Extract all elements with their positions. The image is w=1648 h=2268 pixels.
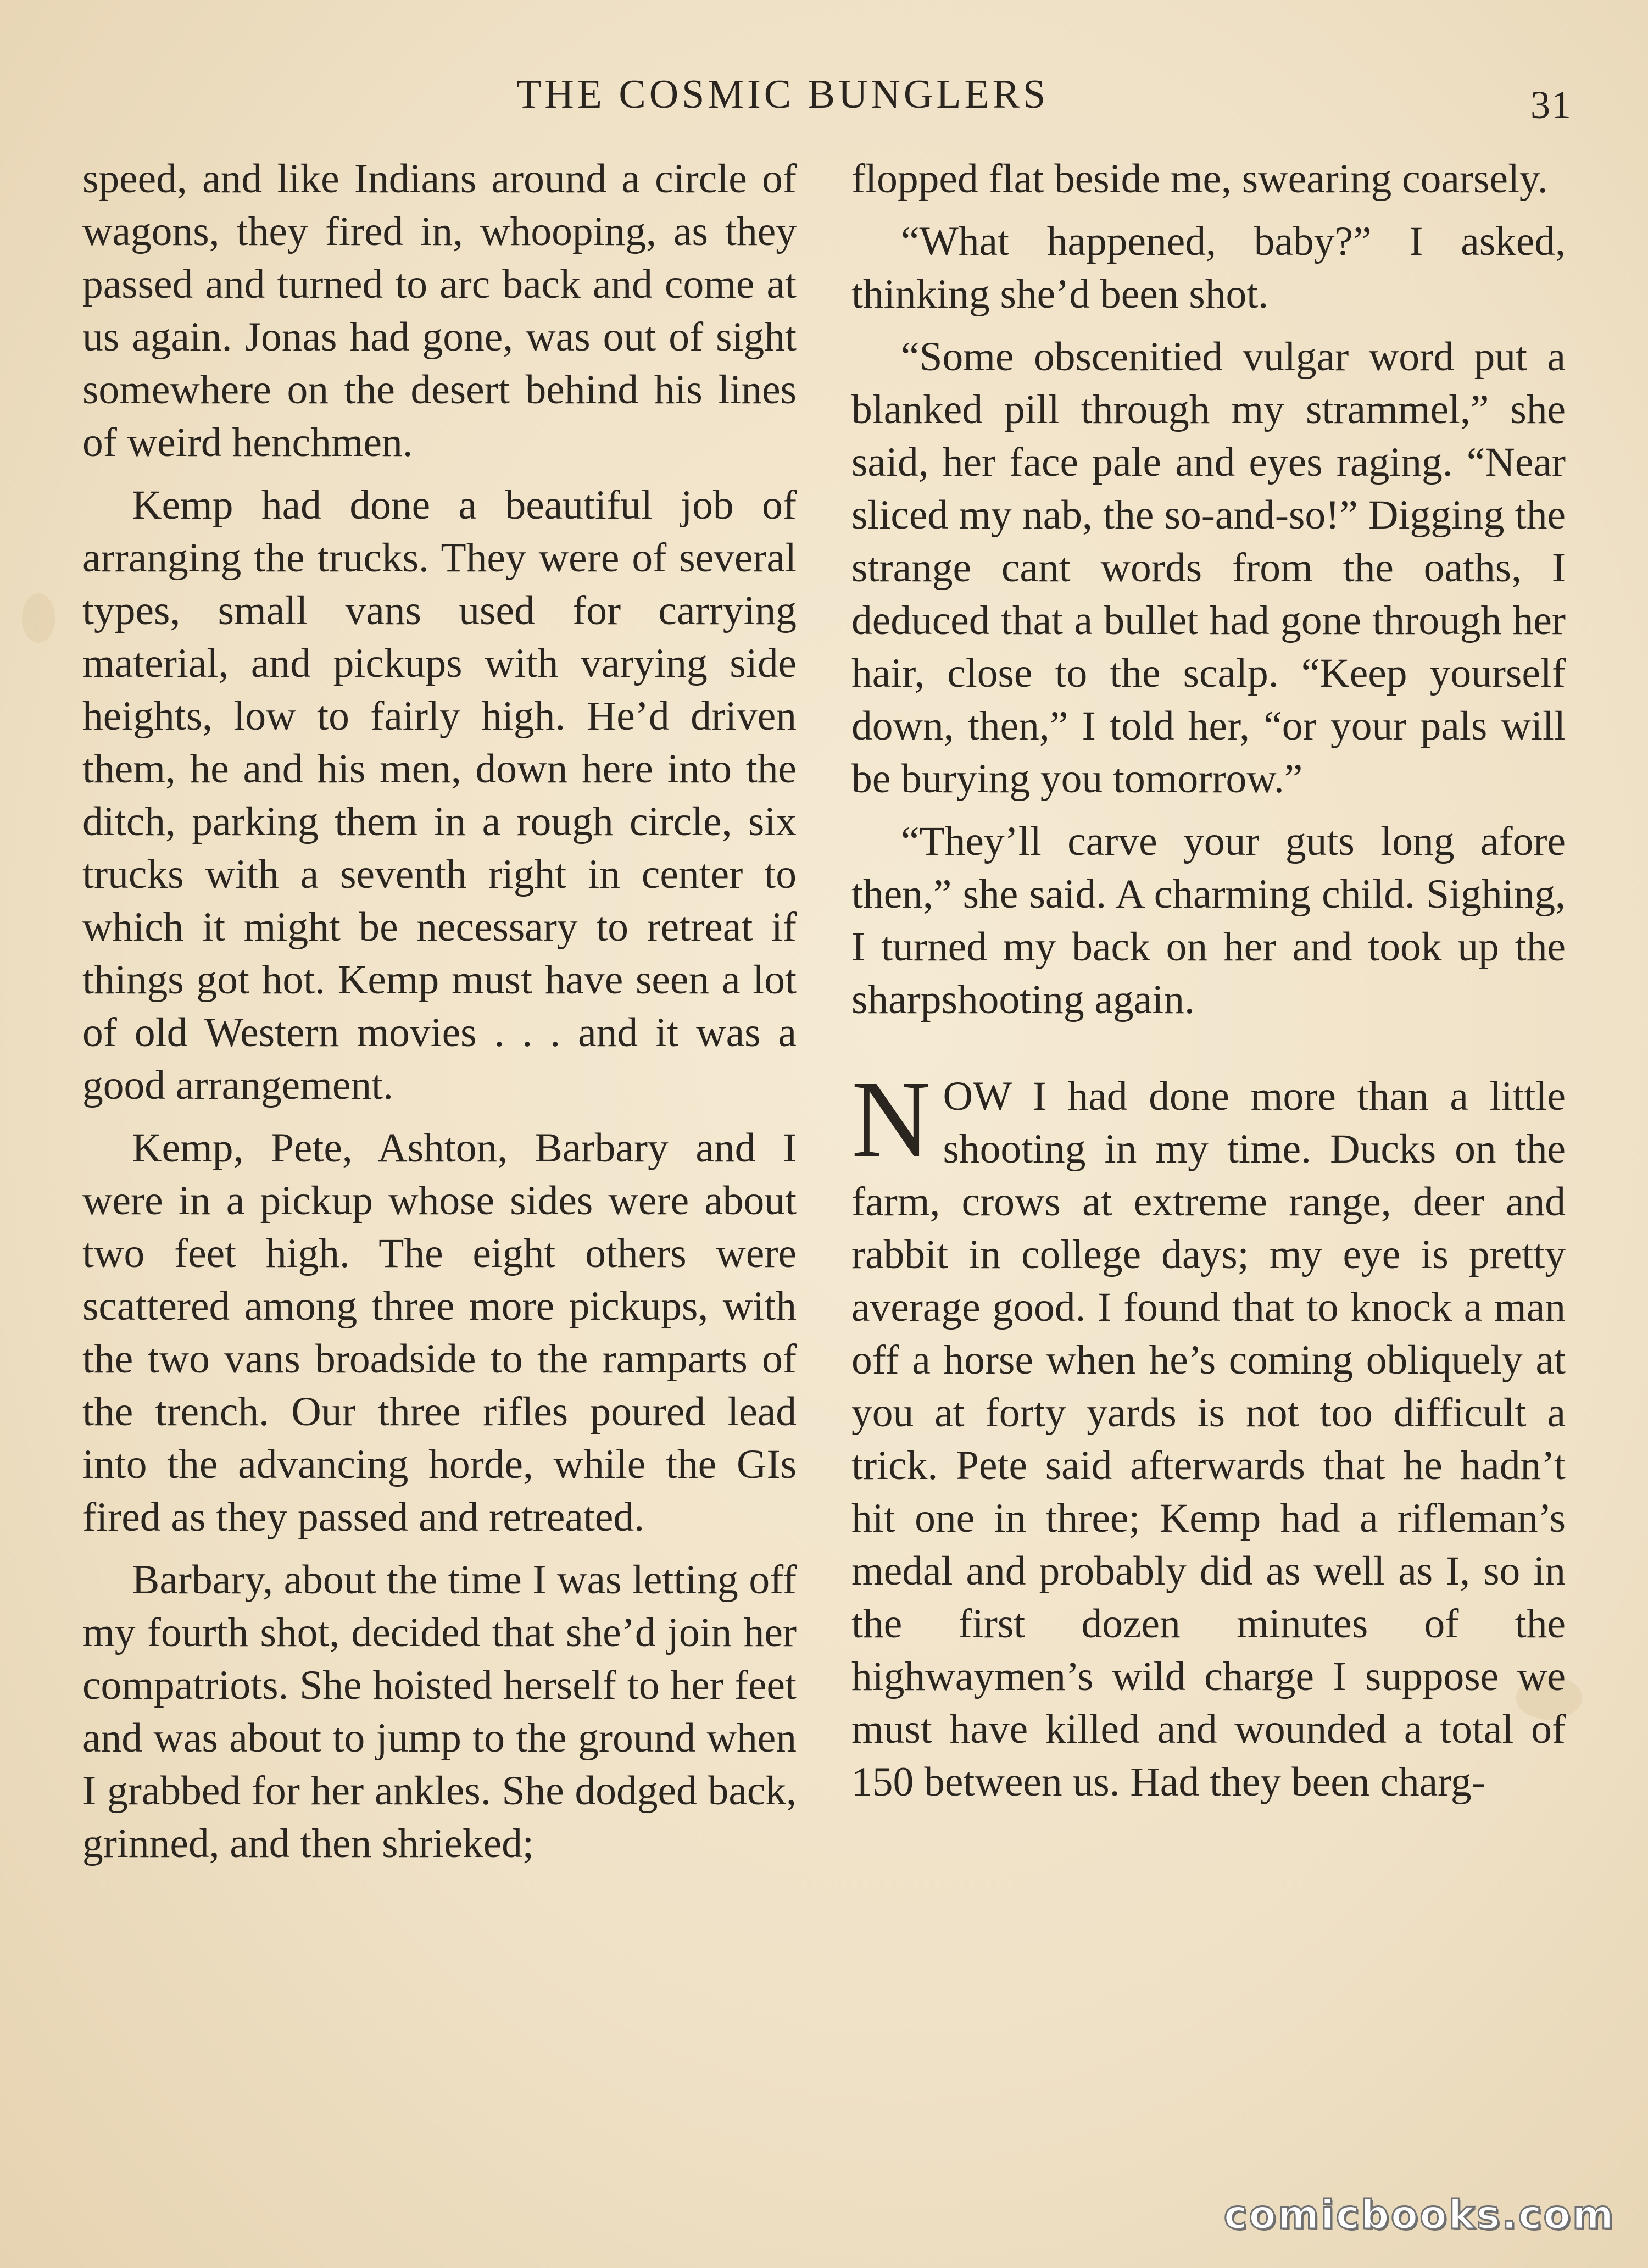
right-column: [851, 153, 1566, 1809]
drop-cap: N: [851, 1059, 931, 1180]
paragraph: Kemp had done a beautiful job of arranging the trucks. They were of several types, small vans used for carrying material, and pickups with varying side heights, low to fairly high. He’d driven them, he and his men, down here into the ditch, parking them in a rough circle, six trucks with a seventh right in center to which it might be necessary to retreat if things got hot. Kemp must have seen a lot of old Western movies . . . and it was a good arrangement.: [82, 482, 797, 1108]
paper-stain: [22, 593, 55, 643]
paragraph: “Some obscenitied vulgar word put a blanked pill through my strammel,” she said, her face pale and eyes raging. “Near sliced my nab, the so-and-so!” Digging the strange cant words from the oaths, I deduced that a bullet had gone through her hair, close to the scalp. “Keep yourself down, then,” I told her, “or your pals will be burying you tomorrow.”: [851, 334, 1566, 802]
paragraph: speed, and like Indians around a circle of wagons, they fired in, whooping, as they passed and turned to arc back and come at us again. Jonas had gone, was out of sight somewhere on the desert behind his lines of weird henchmen.: [82, 156, 797, 465]
left-column: [82, 153, 797, 1870]
paragraph: “What happened, baby?” I asked, thinking she’d been shot.: [851, 219, 1566, 317]
paragraph: “They’ll carve your guts long afore then,” she said. A charming child. Sighing, I turned my back on her and took up the sharpshooting again.: [851, 819, 1566, 1022]
paragraph: flopped flat beside me, swearing coarsely.: [851, 156, 1548, 202]
running-title: THE COSMIC BUNGLERS: [516, 72, 1049, 117]
section-text: OW I had done more than a little shooting in my time. Ducks on the farm, crows at extreme range, deer and rabbit in college days; my eye is pretty average good. I found that to knock a man off a horse when he’s coming obliquely at you at forty yards is not too difficult a trick. Pete said afterwards that he hadn’t hit one in three; Kemp had a rifleman’s medal and probably did as well as I, so in the first dozen minutes of the highwaymen’s wild charge I suppose we must have killed and wounded a total of 150 between us. Had they been charg-: [851, 1074, 1566, 1805]
paragraph: Barbary, about the time I was letting off my fourth shot, decided that she’d join her compatriots. She hoisted herself to her feet and was about to jump to the ground when I grabbed for her ankles. She dodged back, grinned, and then shrieked;: [82, 1557, 797, 1866]
paragraph: Kemp, Pete, Ashton, Barbary and I were in a pickup whose sides were about two feet high. The eight others were scattered among three more pickups, with the two vans broadside to the ramparts of the trench. Our three rifles poured lead into the advancing horde, while the GIs fired as they passed and retreated.: [82, 1125, 797, 1540]
watermark-logo: comicbooks.com: [1223, 2192, 1615, 2238]
section-paragraph: [851, 1059, 1566, 1809]
page-number: 31: [1530, 83, 1572, 127]
